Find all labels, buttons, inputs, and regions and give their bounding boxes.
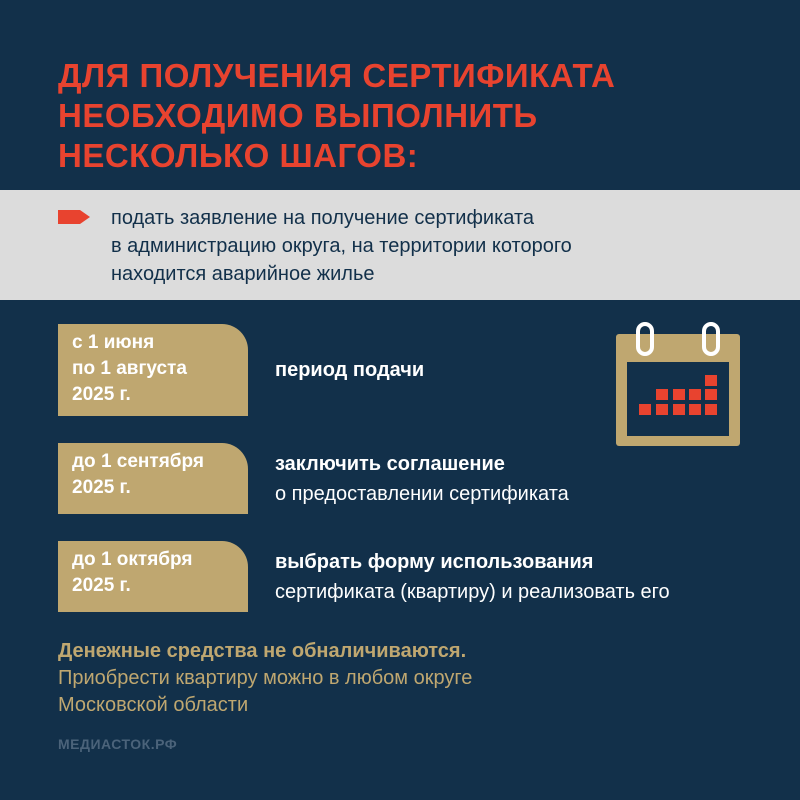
first-step-text (111, 204, 771, 288)
footnote-bold: Денежные средства не обналичиваются. (58, 640, 467, 662)
step-date-line: 2025 г. (72, 575, 131, 596)
first-step-line: подать заявление на получение сертификата (111, 207, 535, 229)
step-date-line: с 1 июня (72, 332, 155, 353)
step-date-line: по 1 августа (72, 358, 187, 379)
step-action: период подачи (275, 359, 425, 381)
step-date-line: 2025 г. (72, 384, 131, 405)
arrow-bullet-icon (58, 210, 90, 224)
step-description (275, 355, 424, 385)
step-date-tag (58, 443, 248, 514)
step-action: заключить соглашение (275, 453, 505, 475)
step-action: выбрать форму использования (275, 551, 594, 573)
page-title (58, 56, 758, 176)
brand-watermark: МЕДИАСТОК.РФ (58, 736, 178, 752)
first-step-line: находится аварийное жилье (111, 263, 375, 285)
title-line: НЕОБХОДИМО ВЫПОЛНИТЬ (58, 97, 538, 134)
title-line: НЕСКОЛЬКО ШАГОВ: (58, 137, 419, 174)
step-detail: сертификата (квартиру) и реализовать его (275, 581, 670, 603)
calendar-icon (610, 322, 745, 448)
footnote-line: Приобрести квартиру можно в любом округе (58, 667, 473, 689)
footnote-line: Московской области (58, 694, 249, 716)
title-line: ДЛЯ ПОЛУЧЕНИЯ СЕРТИФИКАТА (58, 57, 616, 94)
first-step-line: в администрацию округа, на территории которого (111, 235, 572, 257)
step-description (275, 449, 569, 509)
step-detail: о предоставлении сертификата (275, 483, 569, 505)
step-date-tag (58, 324, 248, 416)
footnote (58, 638, 758, 719)
step-date-line: 2025 г. (72, 477, 131, 498)
step-date-line: до 1 октября (72, 549, 193, 570)
step-date-tag (58, 541, 248, 612)
step-description (275, 547, 670, 607)
step-date-line: до 1 сентября (72, 451, 204, 472)
